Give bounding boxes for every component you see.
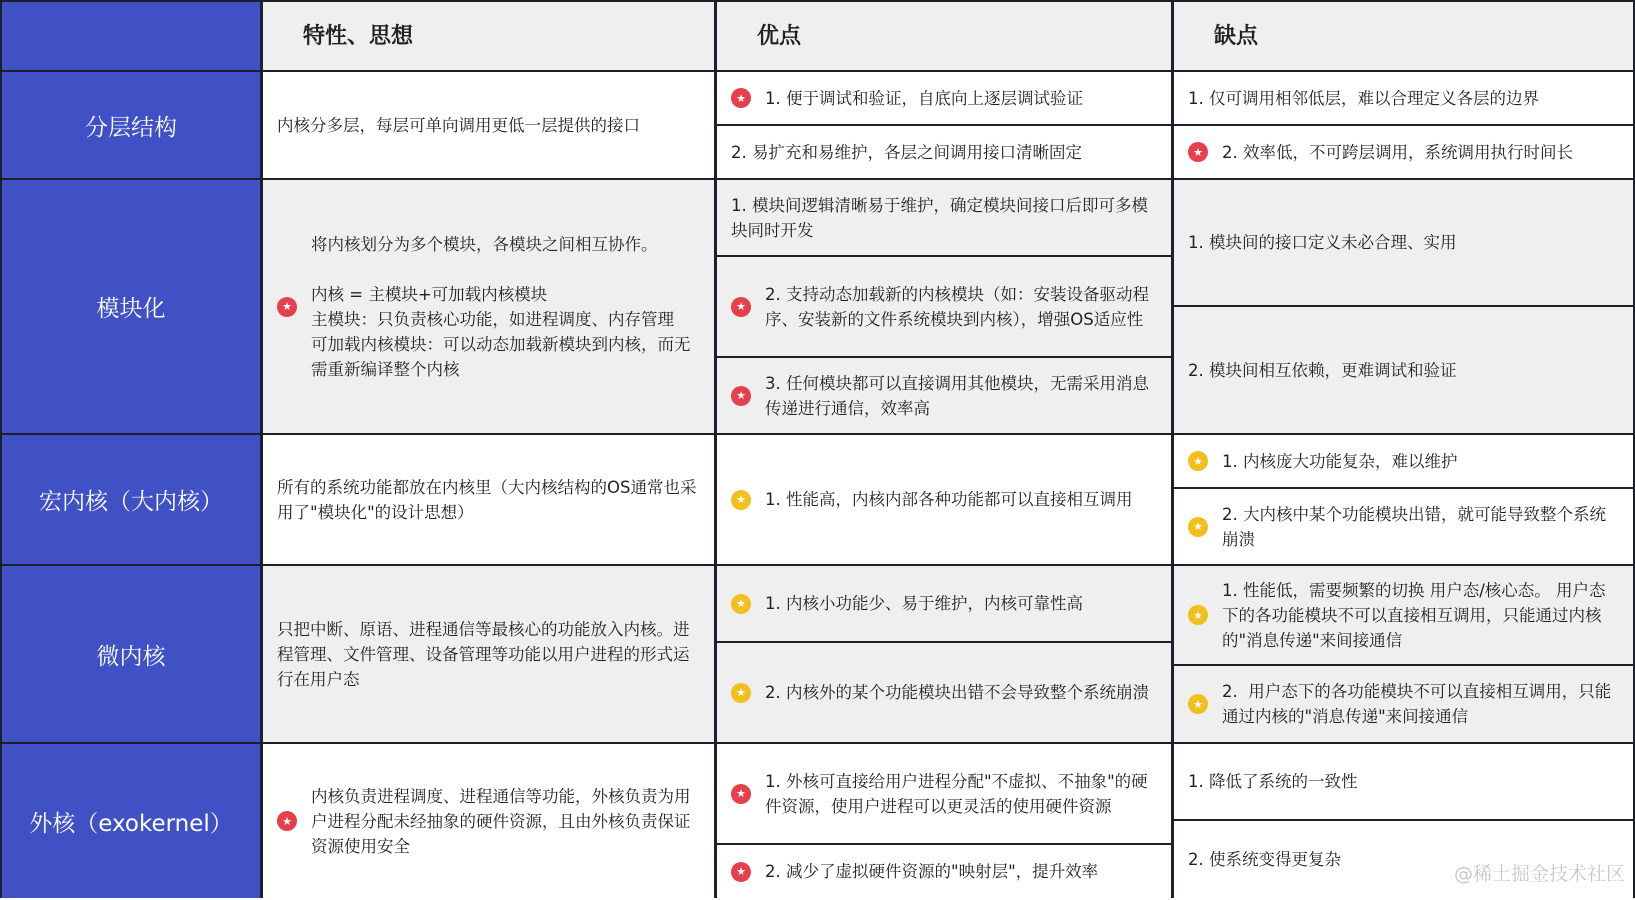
cons-cell [1174,180,1633,433]
con-item [1174,307,1633,433]
header-cell-pros [717,2,1171,70]
table-row [0,435,1635,564]
cell-text: 只把中断、原语、进程通信等最核心的功能放入内核。进程管理、文件管理、设备管理等功能以用户进程的形式运行在用户态 [277,619,690,689]
con-item [1174,489,1633,564]
pros-cell [717,566,1171,742]
pro-item [717,358,1171,433]
cell-text: 1. 降低了系统的一致性 [1188,772,1358,791]
pro-item [717,72,1171,124]
red-star-icon: ★ [731,386,751,406]
pro-item [717,126,1171,178]
table-row [0,566,1635,742]
row-label: 外核（exokernel） [2,744,260,898]
pro-item [717,435,1171,564]
cell-text: 1. 内核小功能少、易于维护，内核可靠性高 [765,594,1083,613]
cell-text: 2. 模块间相互依赖，更难调试和验证 [1188,360,1457,380]
con-item [1174,566,1633,664]
yellow-star-icon: ★ [1188,605,1208,625]
con-item [1174,180,1633,305]
feature-cell [263,744,714,898]
feature-cell [263,180,714,433]
cell-text: 1. 模块间的接口定义未必合理、实用 [1188,233,1457,252]
feature-content [263,72,714,178]
cell-text: 2. 支持动态加载新的内核模块（如：安装设备驱动程序、安装新的文件系统模块到内核），增强OS适应性 [765,284,1149,329]
con-item [1174,72,1633,124]
pros-cell [717,72,1171,178]
feature-cell [263,435,714,564]
header-cell-features [263,2,714,70]
watermark: @稀土掘金技术社区 [1453,863,1625,885]
yellow-star-icon: ★ [1188,451,1208,471]
yellow-star-icon: ★ [1188,517,1208,537]
cell-text: 2. 大内核中某个功能模块出错，就可能导致整个系统崩溃 [1222,504,1606,549]
header-pros: 优点 [757,23,802,49]
cell-text: 2. 效率低，不可跨层调用，系统调用执行时间长 [1222,142,1573,162]
cell-text: 2. 使系统变得更复杂 [1188,850,1341,869]
pros-cell [717,744,1171,898]
feature-cell [263,566,714,742]
yellow-star-icon: ★ [731,683,751,703]
feature-content [263,180,714,433]
table-row [0,180,1635,433]
header-features: 特性、思想 [303,23,414,49]
row-label: 宏内核（大内核） [2,435,260,564]
table-row [0,744,1635,898]
cell-text: 1. 内核庞大功能复杂，难以维护 [1222,451,1458,471]
cell-text: 内核负责进程调度、进程通信等功能，外核负责为用户进程分配未经抽象的硬件资源，且由外核负责保证资源使用安全 [311,786,691,856]
pro-item [717,845,1171,898]
yellow-star-icon: ★ [1188,694,1208,714]
con-item [1174,666,1633,742]
header-row [0,2,1635,70]
cell-text: 1. 模块间逻辑清晰易于维护，确定模块间接口后即可多模块同时开发 [731,195,1148,240]
red-star-icon: ★ [731,784,751,804]
red-star-icon: ★ [277,297,297,317]
cell-text: 1. 外核可直接给用户进程分配"不虚拟、不抽象"的硬件资源，使用户进程可以更灵活的使用硬件资源 [765,771,1148,816]
cons-cell [1174,435,1633,564]
pro-item [717,566,1171,641]
red-star-icon: ★ [731,297,751,317]
row-label: 微内核 [2,566,260,742]
header-cell-cons [1174,2,1633,70]
cell-text: 1. 性能低，需要频繁的切换 用户态/核心态。 用户态下的各功能模块不可以直接相互调用，只能通过内核的"消息传递"来间接通信 [1222,580,1606,650]
red-star-icon: ★ [731,862,751,882]
cell-text: 1. 便于调试和验证，自底向上逐层调试验证 [765,88,1083,108]
header-cons: 缺点 [1214,23,1259,49]
con-item [1174,435,1633,487]
cell-text: 2. 易扩充和易维护，各层之间调用接口清晰固定 [731,142,1082,162]
cell-text: 内核分多层，每层可单向调用更低一层提供的接口 [277,115,640,135]
pro-item [717,744,1171,843]
pros-cell [717,435,1171,564]
feature-content [263,744,714,898]
yellow-star-icon: ★ [731,490,751,510]
cell-text: 所有的系统功能都放在内核里（大内核结构的OS通常也采用了"模块化"的设计思想） [277,477,697,522]
cell-text: 2. 内核外的某个功能模块出错不会导致整个系统崩溃 [765,683,1149,702]
pro-item [717,180,1171,255]
cell-text: 3. 任何模块都可以直接调用其他模块，无需采用消息传递进行通信，效率高 [765,373,1149,418]
pro-item [717,643,1171,742]
row-label: 分层结构 [2,72,260,178]
feature-content [263,566,714,742]
pro-item [717,257,1171,356]
cons-cell [1174,72,1633,178]
con-item [1174,126,1633,178]
pros-cell [717,180,1171,433]
cell-text: 1. 仅可调用相邻低层，难以合理定义各层的边界 [1188,88,1539,108]
table-row [0,72,1635,178]
header-corner [2,2,260,70]
cell-text: 2. 用户态下的各功能模块不可以直接相互调用，只能通过内核的"消息传递"来间接通信 [1222,682,1612,726]
cell-text: 将内核划分为多个模块，各模块之间相互协作。 内核 = 主模块+可加载内核模块 主模块：只负责核心功能，如进程调度、内存管理 可加载内核模块：可以动态加载新模块到内核，而无需重新编译整个内核 [311,234,691,379]
cell-text: 2. 减少了虚拟硬件资源的"映射层"，提升效率 [765,862,1099,881]
cell-text: 1. 性能高，内核内部各种功能都可以直接相互调用 [765,490,1133,509]
cons-cell [1174,566,1633,742]
con-item [1174,744,1633,819]
red-star-icon: ★ [1188,142,1208,162]
yellow-star-icon: ★ [731,594,751,614]
red-star-icon: ★ [731,88,751,108]
feature-content [263,435,714,564]
feature-cell [263,72,714,178]
row-label: 模块化 [2,180,260,433]
red-star-icon: ★ [277,811,297,831]
